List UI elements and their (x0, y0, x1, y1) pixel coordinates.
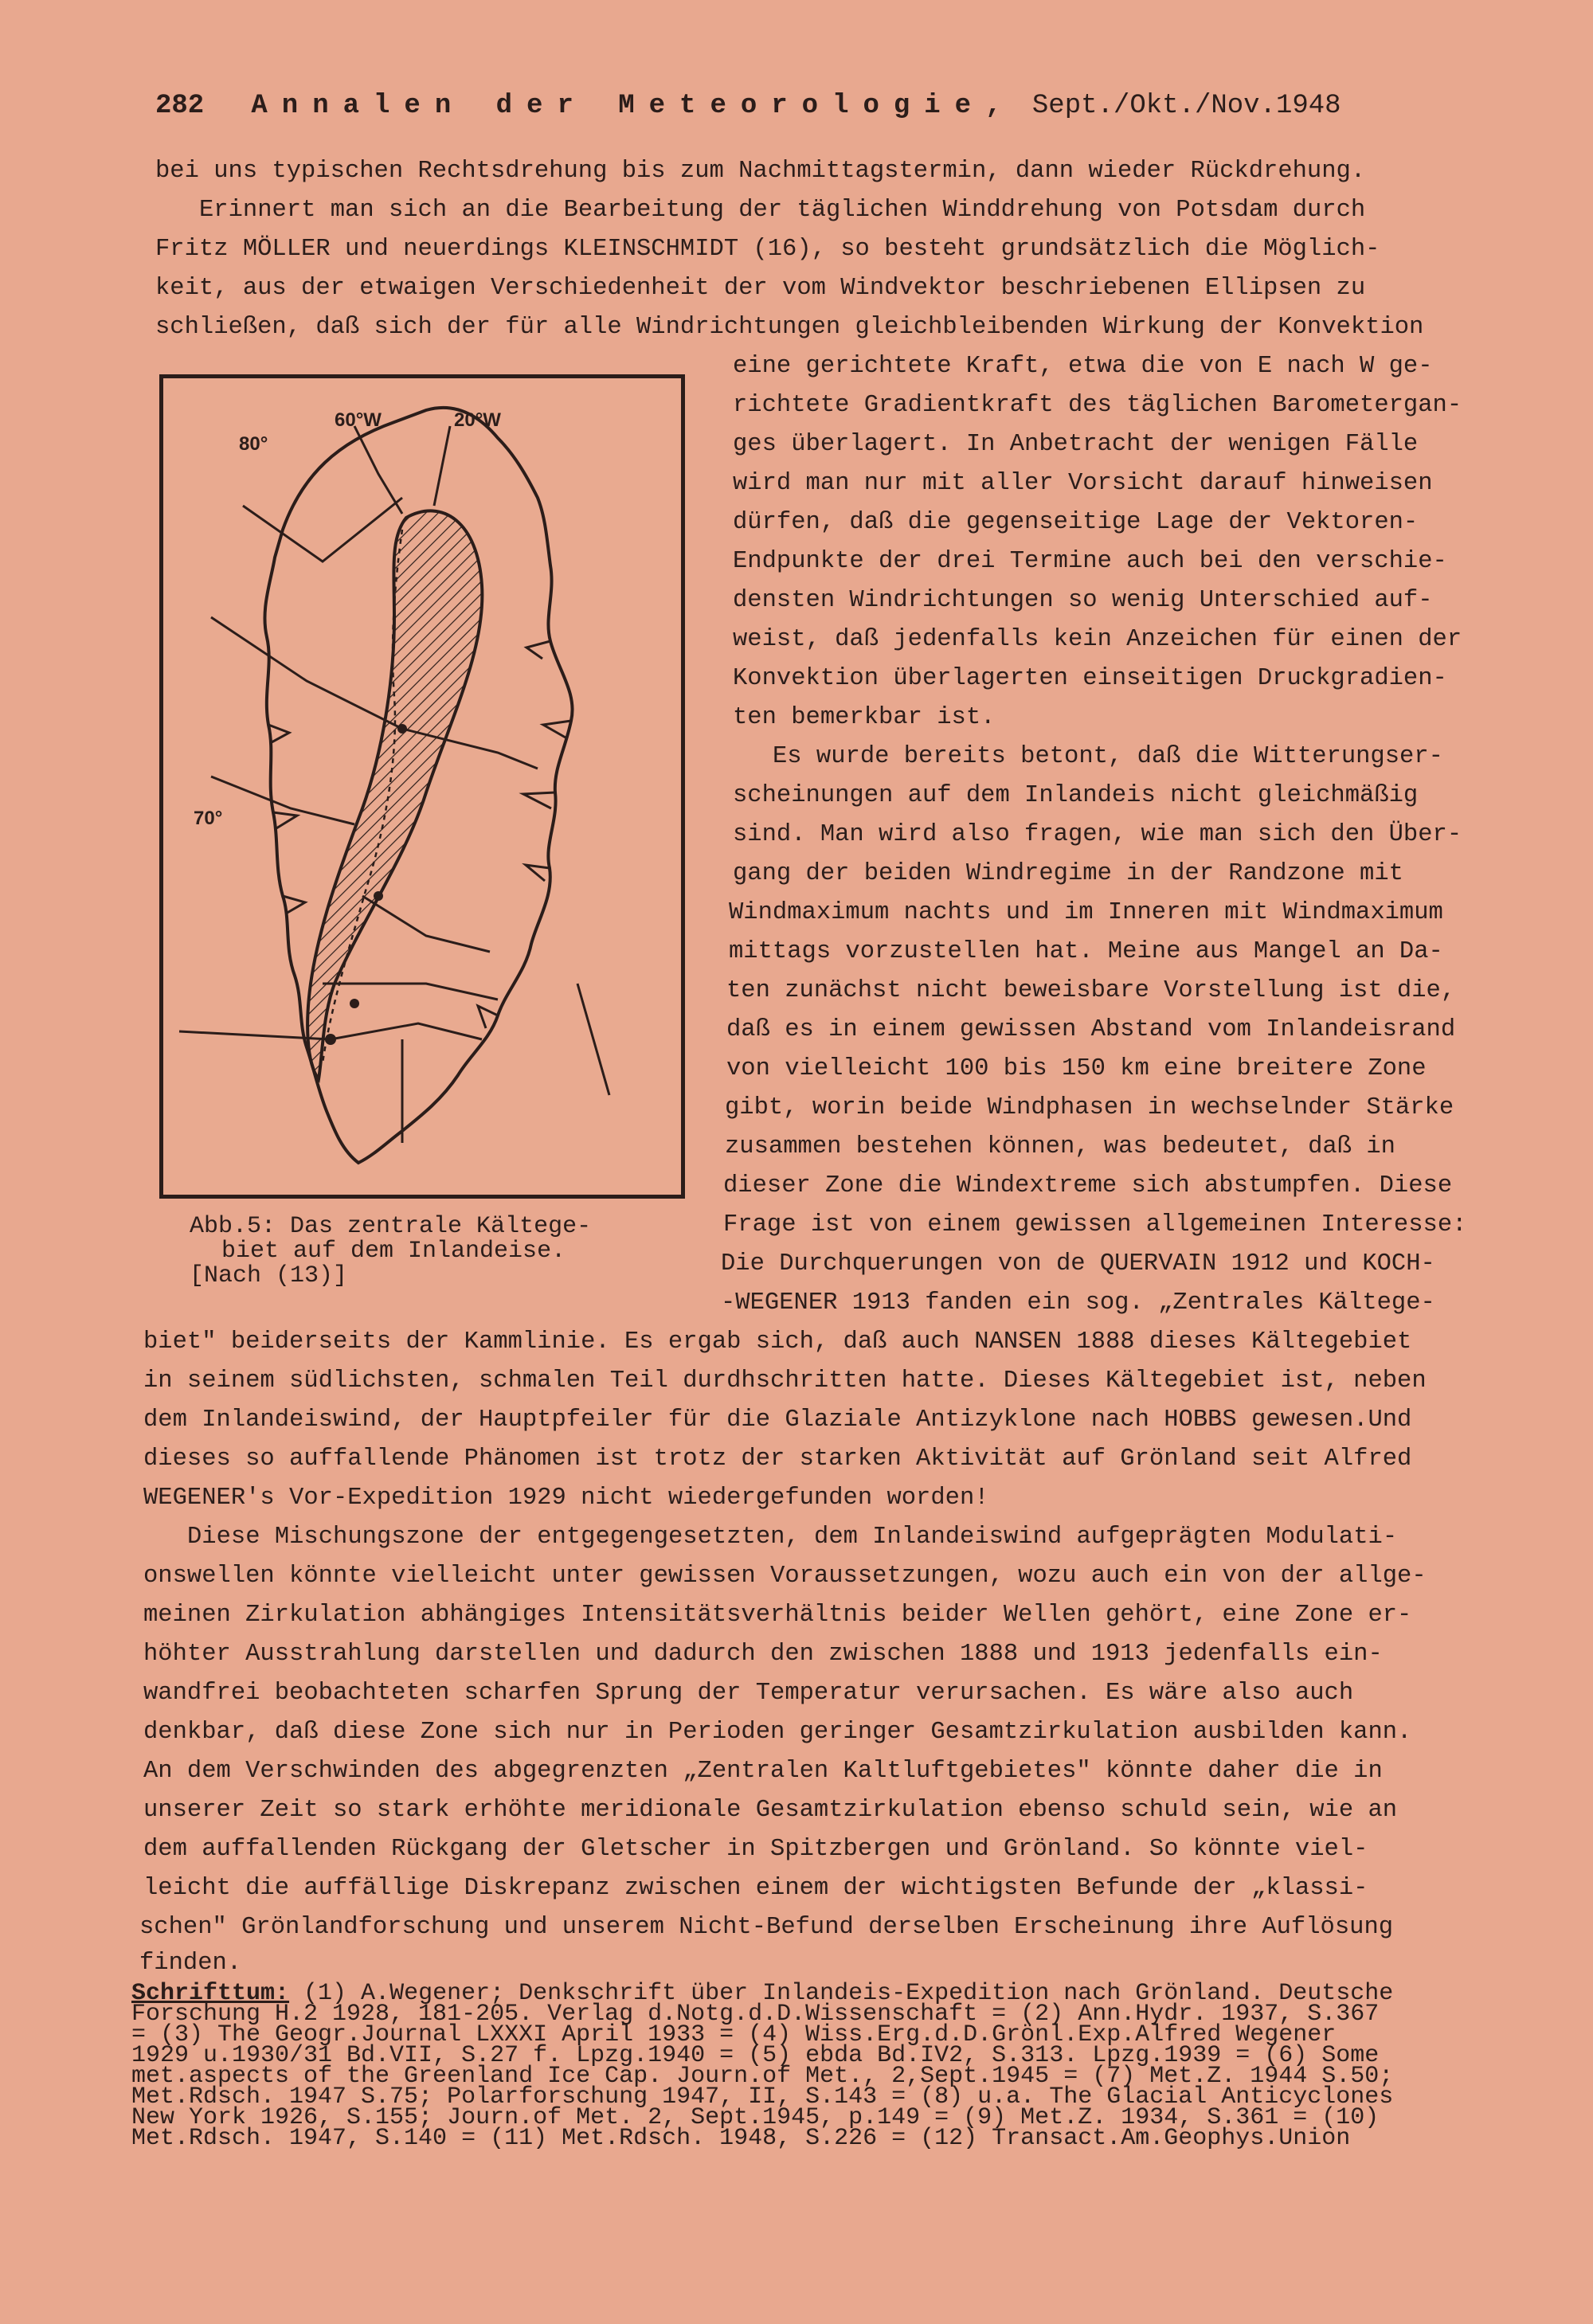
label-80: 80° (239, 433, 268, 455)
reference-line: met.aspects of the Greenland Ice Cap. Journ.of Met., 2,Sept.1945 = (7) Met.Z. 1944 S.50; (131, 2063, 1394, 2090)
reference-line: 1929 u.1930/31 Bd.VII, S.27 f. Lpzg.1940 = (5) ebda Bd.IV2, S.313. Lpzg.1939 = (6) Some (131, 2042, 1380, 2069)
text-line: gibt, worin beide Windphasen in wechselnder Stärke (725, 1094, 1454, 1121)
text-line: zusammen bestehen können, was bedeutet, daß in (725, 1133, 1395, 1160)
text-line: An dem Verschwinden des abgegrenzten „Zentralen Kaltluftgebietes" könnte daher die in (143, 1758, 1383, 1785)
journal-title: Annalen der Meteorologie, (251, 91, 1016, 121)
references (131, 1980, 1517, 2152)
caption-line: [Nach (13)] (190, 1262, 348, 1289)
station-dot (325, 1034, 336, 1045)
text-line: keit, aus der etwaigen Verschiedenheit der vom Windvektor beschriebenen Ellipsen zu (155, 275, 1366, 302)
text-line: daß es in einem gewissen Abstand vom Inlandeisrand (726, 1016, 1456, 1043)
station-dot (397, 724, 407, 734)
text-line: dürfen, daß die gegenseitige Lage der Vektoren- (733, 509, 1419, 536)
label-70: 70° (194, 808, 223, 829)
reference-line: New York 1926, S.155; Journ.of Met. 2, Sept.1945, p.149 = (9) Met.Z. 1934, S.361 = (10) (131, 2104, 1380, 2131)
text-line: dieser Zone die Windextreme sich abstumpfen. Diese (723, 1172, 1453, 1199)
text-line: Es wurde bereits betont, daß die Witterungser- (773, 743, 1443, 770)
text-line: bei uns typischen Rechtsdrehung bis zum Nachmittagstermin, dann wieder Rückdrehung. (155, 158, 1366, 185)
station-dot (374, 891, 383, 901)
text-line: ten zunächst nicht beweisbare Vorstellung ist die, (726, 977, 1456, 1004)
text-line: höhter Ausstrahlung darstellen und dadurch den zwischen 1888 und 1913 jedenfalls ein- (143, 1641, 1383, 1668)
text-line: eine gerichtete Kraft, etwa die von E nach W ge- (733, 353, 1433, 380)
reference-line: Forschung H.2 1928, 181-205. Verlag d.Notg.d.D.Wissenschaft = (2) Ann.Hydr. 1937, S.367 (131, 2001, 1380, 2028)
text-line: Diese Mischungszone der entgegengesetzten, dem Inlandeiswind aufgeprägten Modulati- (187, 1524, 1398, 1551)
figure-caption (190, 1215, 667, 1289)
station-dot (350, 999, 359, 1008)
text-line: densten Windrichtungen so wenig Unterschied auf- (733, 587, 1433, 614)
greenland-map-figure (159, 374, 685, 1199)
text-line: gang der beiden Windregime in der Randzone mit (733, 860, 1403, 887)
text-line: onswellen könnte vielleicht unter gewissen Voraussetzungen, wozu auch ein von der allge- (143, 1563, 1427, 1590)
cold-region-hatched (307, 511, 482, 1079)
issue-date: Sept./Okt./Nov.1948 (1031, 91, 1341, 121)
text-line: dem Inlandeiswind, der Hauptpfeiler für die Glaziale Antizyklone nach HOBBS gewesen.Und (143, 1407, 1412, 1434)
text-line: ges überlagert. In Anbetracht der wenigen Fälle (733, 431, 1419, 458)
text-line: biet" beiderseits der Kammlinie. Es ergab sich, daß auch NANSEN 1888 dieses Kältegebiet (143, 1328, 1412, 1356)
reference-line: = (3) The Geogr.Journal LXXXI April 1933 = (4) Wiss.Erg.d.D.Grönl.Exp.Alfred Wegener (131, 2021, 1337, 2048)
text-line: Die Durchquerungen von de QUERVAIN 1912 und KOCH- (721, 1250, 1435, 1277)
text-line: meinen Zirkulation abhängiges Intensitätsverhältnis beider Wellen gehört, eine Zone er- (143, 1602, 1412, 1629)
text-line: weist, daß jedenfalls kein Anzeichen für einen der (733, 626, 1462, 653)
text-line: leicht die auffällige Diskrepanz zwischen einem der wichtigsten Befunde der „klassi- (143, 1875, 1368, 1902)
caption-line: Abb.5: Das zentrale Kältege- (190, 1213, 592, 1240)
page-number: 282 (155, 91, 205, 121)
text-line: Endpunkte der drei Termine auch bei den verschie- (733, 548, 1447, 575)
text-line: in seinem südlichsten, schmalen Teil durdhschritten hatte. Dieses Kältegebiet ist, neben (143, 1367, 1427, 1395)
text-line: wird man nur mit aller Vorsicht darauf hinweisen (733, 470, 1433, 497)
caption-line: biet auf dem Inlandeise. (221, 1238, 566, 1265)
text-line: denkbar, daß diese Zone sich nur in Perioden geringer Gesamtzirkulation ausbilden kann. (143, 1719, 1412, 1746)
text-line: Fritz MÖLLER und neuerdings KLEINSCHMIDT (16), so besteht grundsätzlich die Möglich- (155, 236, 1380, 263)
text-line: unserer Zeit so stark erhöhte meridionale Gesamtzirkulation ebenso schuld sein, wie an (143, 1797, 1398, 1824)
text-line: von vielleicht 100 bis 150 km eine breitere Zone (726, 1055, 1427, 1082)
greenland-map (163, 378, 689, 1203)
text-line: wandfrei beobachteten scharfen Sprung der Temperatur verursachen. Es wäre also auch (143, 1680, 1354, 1707)
label-60w: 60°W (335, 409, 382, 431)
reference-line: Met.Rdsch. 1947 S.75; Polarforschung 1947, II, S.143 = (8) u.a. The Glacial Anticyclones (131, 2083, 1394, 2111)
text-line: ten bemerkbar ist. (733, 704, 996, 731)
text-line: Konvektion überlagerten einseitigen Druckgradien- (733, 665, 1447, 692)
text-line: dem auffallenden Rückgang der Gletscher in Spitzbergen und Grönland. So könnte viel- (143, 1836, 1368, 1863)
page-header (155, 91, 1398, 121)
reference-line: (1) A.Wegener; Denkschrift über Inlandeis-Expedition nach Grönland. Deutsche (289, 1980, 1394, 2007)
text-line: schen" Grönlandforschung und unserem Nicht-Befund derselben Erscheinung ihre Auflösung (139, 1914, 1394, 1941)
label-20w: 20°W (454, 409, 501, 431)
references-label: Schrifttum: (131, 1980, 290, 2007)
text-line: WEGENER's Vor-Expedition 1929 nicht wiedergefunden worden! (143, 1485, 989, 1512)
text-line: Windmaximum nachts und im Inneren mit Windmaximum (729, 899, 1443, 926)
text-line: scheinungen auf dem Inlandeis nicht gleichmäßig (733, 782, 1419, 809)
reference-line: Met.Rdsch. 1947, S.140 = (11) Met.Rdsch. 1948, S.226 = (12) Transact.Am.Geophys.Union (131, 2125, 1351, 2152)
text-line: schließen, daß sich der für alle Windrichtungen gleichbleibenden Wirkung der Konvektion (155, 314, 1424, 341)
text-line: Frage ist von einem gewissen allgemeinen Interesse: (723, 1211, 1467, 1238)
text-line: finden. (139, 1950, 242, 1977)
text-line: -WEGENER 1913 fanden ein sog. „Zentrales Kältege- (721, 1289, 1435, 1317)
text-line: sind. Man wird also fragen, wie man sich den Über- (733, 821, 1462, 848)
text-line: Erinnert man sich an die Bearbeitung der täglichen Winddrehung von Potsdam durch (199, 197, 1366, 224)
text-line: richtete Gradientkraft des täglichen Barometergan- (733, 392, 1462, 419)
text-line: mittags vorzustellen hat. Meine aus Mangel an Da- (729, 938, 1443, 965)
text-line: dieses so auffallende Phänomen ist trotz der starken Aktivität auf Grönland seit Alfred (143, 1446, 1412, 1473)
